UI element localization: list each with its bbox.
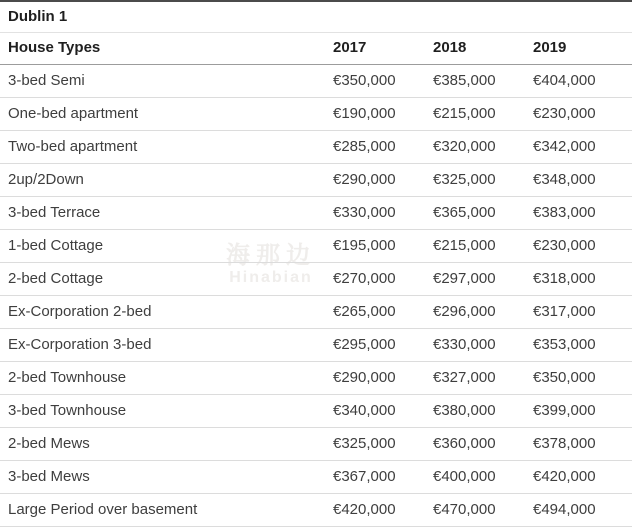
house-type-cell: Two-bed apartment — [0, 131, 325, 164]
price-cell: €195,000 — [325, 230, 425, 263]
table-row — [0, 428, 632, 461]
price-cell: €399,000 — [525, 395, 632, 428]
price-cell: €230,000 — [525, 98, 632, 131]
price-cell: €367,000 — [325, 461, 425, 494]
price-cell: €365,000 — [425, 197, 525, 230]
price-cell: €318,000 — [525, 263, 632, 296]
house-type-cell: 3-bed Mews — [0, 461, 325, 494]
price-cell: €297,000 — [425, 263, 525, 296]
column-header-2017: 2017 — [325, 33, 425, 65]
price-cell: €342,000 — [525, 131, 632, 164]
price-cell: €325,000 — [425, 164, 525, 197]
price-cell: €404,000 — [525, 65, 632, 98]
price-cell: €470,000 — [425, 494, 525, 527]
price-cell: €215,000 — [425, 230, 525, 263]
price-cell: €270,000 — [325, 263, 425, 296]
watermark-brand-text: Hinabian — [229, 269, 313, 287]
page-title: Dublin 1 — [0, 1, 632, 33]
price-cell: €380,000 — [425, 395, 525, 428]
price-cell: €385,000 — [425, 65, 525, 98]
house-type-cell: 3-bed Semi — [0, 65, 325, 98]
price-cell: €330,000 — [325, 197, 425, 230]
house-type-cell: 2up/2Down — [0, 164, 325, 197]
price-cell: €420,000 — [525, 461, 632, 494]
column-header-house-types: House Types — [0, 33, 325, 65]
house-type-cell: 2-bed Townhouse — [0, 362, 325, 395]
house-type-cell: 2-bed Mews — [0, 428, 325, 461]
price-cell: €230,000 — [525, 230, 632, 263]
table-row — [0, 329, 632, 362]
house-type-cell: 1-bed Cottage — [0, 230, 325, 263]
table-row — [0, 296, 632, 329]
price-cell: €400,000 — [425, 461, 525, 494]
table-header-row — [0, 33, 632, 65]
price-cell: €215,000 — [425, 98, 525, 131]
table-row — [0, 230, 632, 263]
price-cell: €350,000 — [525, 362, 632, 395]
watermark-chinese-text: 海那边 — [226, 242, 316, 269]
table-row — [0, 395, 632, 428]
table-row — [0, 263, 632, 296]
table-row — [0, 65, 632, 98]
price-cell: €330,000 — [425, 329, 525, 362]
price-cell: €290,000 — [325, 362, 425, 395]
price-cell: €420,000 — [325, 494, 425, 527]
price-cell: €325,000 — [325, 428, 425, 461]
price-cell: €340,000 — [325, 395, 425, 428]
price-cell: €353,000 — [525, 329, 632, 362]
price-cell: €317,000 — [525, 296, 632, 329]
column-header-2018: 2018 — [425, 33, 525, 65]
price-cell: €378,000 — [525, 428, 632, 461]
house-type-cell: 3-bed Terrace — [0, 197, 325, 230]
house-type-cell: 3-bed Townhouse — [0, 395, 325, 428]
table-row — [0, 98, 632, 131]
price-cell: €190,000 — [325, 98, 425, 131]
price-cell: €295,000 — [325, 329, 425, 362]
price-cell: €494,000 — [525, 494, 632, 527]
price-cell: €327,000 — [425, 362, 525, 395]
column-header-2019: 2019 — [525, 33, 632, 65]
price-cell: €290,000 — [325, 164, 425, 197]
table-row — [0, 197, 632, 230]
price-cell: €320,000 — [425, 131, 525, 164]
price-cell: €265,000 — [325, 296, 425, 329]
table-row — [0, 362, 632, 395]
price-cell: €383,000 — [525, 197, 632, 230]
price-cell: €296,000 — [425, 296, 525, 329]
table-row — [0, 131, 632, 164]
price-cell: €348,000 — [525, 164, 632, 197]
table-row — [0, 461, 632, 494]
table-title-row — [0, 1, 632, 33]
table-body — [0, 65, 632, 527]
price-cell: €285,000 — [325, 131, 425, 164]
house-type-cell: Large Period over basement — [0, 494, 325, 527]
price-cell: €360,000 — [425, 428, 525, 461]
house-type-cell: Ex-Corporation 2-bed — [0, 296, 325, 329]
house-type-cell: 2-bed Cottage — [0, 263, 325, 296]
table-row — [0, 164, 632, 197]
house-type-cell: One-bed apartment — [0, 98, 325, 131]
table-row — [0, 494, 632, 527]
price-cell: €350,000 — [325, 65, 425, 98]
house-type-cell: Ex-Corporation 3-bed — [0, 329, 325, 362]
